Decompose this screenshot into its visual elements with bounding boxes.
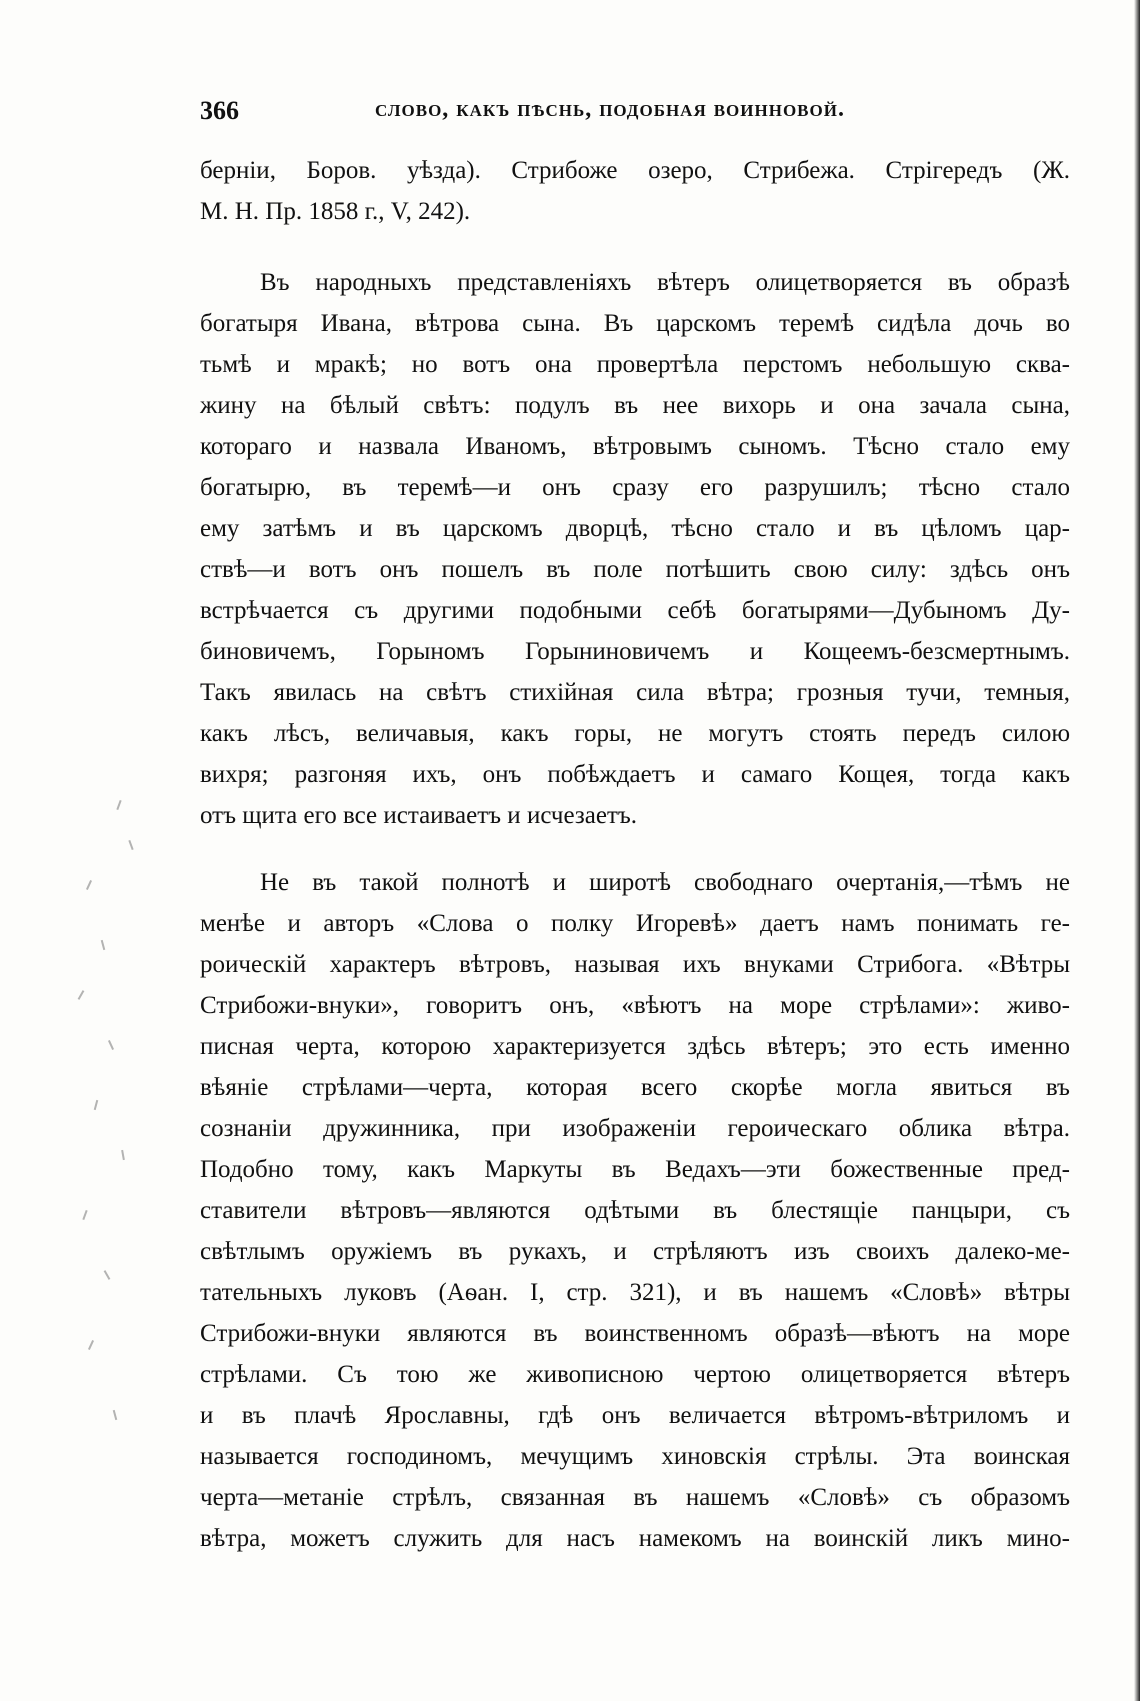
margin-scan-marks: [40, 800, 150, 1500]
text-line: тьмѣ и мракѣ; но вотъ она провертѣла перстомъ небольшую сква-: [200, 351, 1070, 378]
text-line: вѣтра, можетъ служить для насъ намекомъ на воинскiй ликъ мино-: [200, 1525, 1070, 1552]
text-line: ему затѣмъ и въ царскомъ дворцѣ, тѣсно стало и въ цѣломъ цар-: [200, 515, 1070, 542]
text-line: богатырю, въ теремѣ—и онъ сразу его разрушилъ; тѣсно стало: [200, 474, 1070, 501]
text-line: Не въ такой полнотѣ и широтѣ свободнаго очертанiя,—тѣмъ не: [260, 869, 1070, 896]
text-line: Такъ явилась на свѣтъ стихiйная сила вѣтра; грозныя тучи, темныя,: [200, 679, 1070, 706]
page-header: [200, 96, 1080, 132]
text-line: тательныхъ луковъ (Аѳан. I, стр. 321), и въ нашемъ «Словѣ» вѣтры: [200, 1279, 1070, 1306]
text-line: М. Н. Пр. 1858 г., V, 242).: [200, 198, 471, 225]
running-head: слово, какъ пѣснь, подобная воинновой.: [375, 96, 845, 122]
paragraph-wind-hero: [200, 262, 1070, 836]
text-line: черта—метанiе стрѣлъ, связанная въ нашемъ «Словѣ» съ образомъ: [200, 1484, 1070, 1511]
text-line: ствѣ—и вотъ онъ пошелъ въ поле потѣшить свою силу: здѣсь онъ: [200, 556, 1070, 583]
text-line: Въ народныхъ представленiяхъ вѣтеръ олицетворяется въ образѣ: [260, 269, 1070, 296]
text-line: роическiй характеръ вѣтровъ, называя ихъ внуками Стрибога. «Вѣтры: [200, 951, 1070, 978]
text-line: и въ плачѣ Ярославны, гдѣ онъ величается вѣтромъ-вѣтриломъ и: [200, 1402, 1070, 1429]
text-line: писная черта, которою характеризуется здѣсь вѣтеръ; это есть именно: [200, 1033, 1070, 1060]
page-number: 366: [200, 96, 239, 125]
text-line: богатыря Ивана, вѣтрова сына. Въ царскомъ теремѣ сидѣла дочь во: [200, 310, 1070, 337]
text-line: отъ щита его все истаиваетъ и исчезаетъ.: [200, 802, 638, 829]
text-line: сознанiи дружинника, при изображенiи героическаго облика вѣтра.: [200, 1115, 1070, 1142]
scan-edge-shadow: [1134, 0, 1140, 1701]
text-line: биновичемъ, Горыномъ Горыниновичемъ и Кощеемъ-безсмертнымъ.: [200, 638, 1070, 665]
text-line: ставители вѣтровъ—являются одѣтыми въ блестящiе панцыри, съ: [200, 1197, 1070, 1224]
text-line: вихря; разгоняя ихъ, онъ побѣждаетъ и самаго Кощея, тогда какъ: [200, 761, 1070, 788]
text-line: Подобно тому, какъ Маркуты въ Ведахъ—эти божественные пред-: [200, 1156, 1070, 1183]
text-line: называется господиномъ, мечущимъ хиновскiя стрѣлы. Эта воинская: [200, 1443, 1070, 1470]
text-line: берніи, Боров. уѣзда). Стрибоже озеро, Стрибежа. Стрiгередъ (Ж.: [200, 157, 1070, 184]
text-line: Стрибожи-внуки», говоритъ онъ, «вѣютъ на море стрѣлами»: живо-: [200, 992, 1070, 1019]
text-line: котораго и назвала Иваномъ, вѣтровымъ сыномъ. Тѣсно стало ему: [200, 433, 1070, 460]
text-line: свѣтлымъ оружiемъ въ рукахъ, и стрѣляютъ изъ своихъ далеко-ме-: [200, 1238, 1070, 1265]
text-line: встрѣчается съ другими подобными себѣ богатырями—Дубыномъ Ду-: [200, 597, 1070, 624]
text-line: Стрибожи-внуки являются въ воинственномъ образѣ—вѣютъ на море: [200, 1320, 1070, 1347]
text-line: вѣянiе стрѣлами—черта, которая всего скорѣе могла явиться въ: [200, 1074, 1070, 1101]
text-line: стрѣлами. Съ тою же живописною чертою олицетворяется вѣтеръ: [200, 1361, 1070, 1388]
paragraph-slovo-winds: [200, 862, 1070, 1559]
text-line: жину на бѣлый свѣтъ: подулъ въ нее вихорь и она зачала сына,: [200, 392, 1070, 419]
paragraph-continuation: [200, 150, 1070, 232]
text-line: менѣе и авторъ «Слова о полку Игоревѣ» даетъ намъ понимать ге-: [200, 910, 1070, 937]
text-line: какъ лѣсъ, величавыя, какъ горы, не могутъ стоять передъ силою: [200, 720, 1070, 747]
